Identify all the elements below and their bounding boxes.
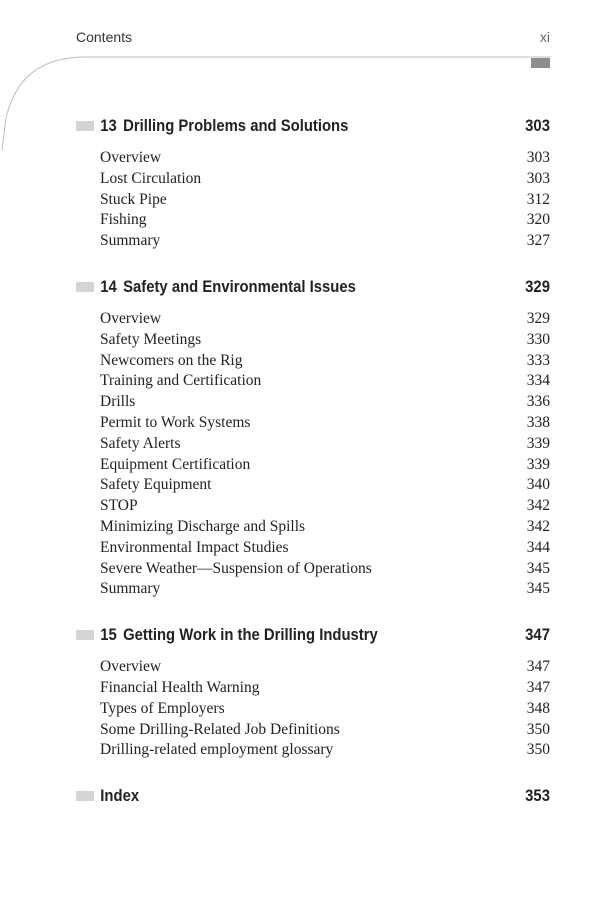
toc-entry-title: Safety Meetings: [100, 330, 202, 348]
toc-entry-title: Equipment Certification: [100, 455, 251, 473]
toc-entry-title: Some Drilling-Related Job Definitions: [100, 720, 340, 738]
running-header-page-number: xi: [539, 29, 550, 45]
toc-entry[interactable]: [76, 720, 550, 741]
toc-entry-title: Fishing: [100, 211, 147, 229]
toc-entry-page-number: 347: [526, 678, 550, 696]
toc-entry-page-number: 345: [526, 580, 550, 598]
chapter-page-number: 347: [525, 626, 550, 645]
chapter-entry-list: [76, 657, 550, 761]
toc-entry-title: Newcomers on the Rig: [100, 351, 243, 369]
chapter-page-number: 353: [525, 787, 550, 806]
toc-entry[interactable]: [76, 392, 550, 413]
chapter-title-text: Getting Work in the Drilling Industry: [123, 626, 378, 645]
toc-entry[interactable]: [76, 475, 550, 496]
toc-entry-title: Types of Employers: [100, 699, 225, 717]
toc-entry-page-number: 339: [526, 434, 550, 452]
toc-entry-page-number: 345: [526, 559, 550, 577]
toc-entry[interactable]: [76, 579, 550, 600]
toc-entry-title: Permit to Work Systems: [100, 413, 251, 431]
toc-entry-page-number: 340: [526, 476, 550, 494]
toc-entry-title: Safety Alerts: [100, 434, 181, 452]
chapter-title: [100, 114, 348, 138]
toc-entry[interactable]: [76, 657, 550, 678]
toc-entry[interactable]: [76, 371, 550, 392]
toc-entry[interactable]: [76, 413, 550, 434]
toc-entry-title: Drills: [100, 393, 136, 411]
running-header-title: Contents: [76, 29, 133, 45]
toc-entry-title: Minimizing Discharge and Spills: [100, 517, 306, 535]
toc-entry-title: Training and Certification: [100, 372, 262, 390]
toc-entry-title: Overview: [100, 309, 162, 327]
toc-entry-page-number: 329: [526, 309, 550, 327]
toc-entry-page-number: 344: [526, 538, 550, 556]
chapter-number: 13: [100, 117, 117, 135]
toc-entry-title: STOP: [100, 497, 138, 515]
chapter-page-number: 303: [525, 117, 550, 135]
toc-entry[interactable]: [76, 538, 550, 559]
chapter-title: [100, 275, 356, 299]
toc-entry-title: Overview: [100, 149, 162, 166]
toc-entry[interactable]: [76, 678, 550, 699]
toc-entry-page-number: 334: [526, 372, 550, 390]
toc-entry[interactable]: [76, 169, 550, 190]
toc-entry-title: Summary: [100, 232, 161, 250]
corner-tab-marker: [531, 58, 550, 68]
toc-entry-title: Environmental Impact Studies: [100, 538, 289, 556]
toc-entry-title: Severe Weather—Suspension of Operations: [100, 559, 372, 577]
chapter-heading-row[interactable]: [76, 114, 550, 138]
toc-entry-page-number: 336: [526, 393, 550, 411]
toc-entry-page-number: 320: [526, 211, 550, 229]
toc-entry-title: Safety Equipment: [100, 476, 212, 494]
chapter-number: 14: [100, 277, 117, 296]
toc-entry[interactable]: [76, 740, 550, 761]
chapter-heading-row[interactable]: [76, 623, 550, 647]
toc-entry-page-number: 312: [526, 190, 550, 208]
toc-entry-title: Summary: [100, 580, 161, 598]
toc-entry-title: Lost Circulation: [100, 169, 202, 187]
toc-entry-page-number: 350: [526, 741, 550, 759]
toc-entry-page-number: 333: [526, 351, 550, 369]
chapter-title-text: Index: [100, 787, 140, 806]
chapter-entry-list: [76, 148, 550, 252]
toc-entry-page-number: 342: [526, 497, 550, 515]
toc-entry-page-number: 348: [526, 699, 550, 717]
table-of-contents: [76, 114, 550, 831]
chapter-number: 15: [100, 626, 117, 645]
toc-entry[interactable]: [76, 330, 550, 351]
toc-entry[interactable]: [76, 434, 550, 455]
toc-entry-page-number: 327: [526, 232, 550, 250]
toc-entry-title: Stuck Pipe: [100, 190, 167, 208]
toc-entry-page-number: 339: [526, 455, 550, 473]
toc-entry[interactable]: [76, 351, 550, 372]
toc-chapter: [76, 114, 550, 252]
toc-entry[interactable]: [76, 455, 550, 476]
chapter-entry-list: [76, 309, 550, 600]
chapter-marker: [76, 282, 94, 292]
toc-entry-title: Overview: [100, 658, 162, 676]
toc-entry[interactable]: [76, 309, 550, 330]
chapter-title: [100, 784, 139, 808]
chapter-heading-row[interactable]: [76, 275, 550, 299]
chapter-marker: [76, 121, 94, 131]
chapter-marker: [76, 791, 94, 801]
chapter-title-text: Safety and Environmental Issues: [123, 277, 356, 296]
toc-entry-page-number: 350: [526, 720, 550, 738]
toc-chapter: [76, 623, 550, 761]
toc-entry-title: Drilling-related employment glossary: [100, 741, 334, 759]
toc-chapter: [76, 275, 550, 600]
toc-entry-title: Financial Health Warning: [100, 678, 260, 696]
toc-entry[interactable]: [76, 231, 550, 252]
chapter-title-text: Drilling Problems and Solutions: [123, 117, 349, 135]
toc-entry-page-number: 330: [526, 330, 550, 348]
chapter-marker: [76, 630, 94, 640]
toc-entry-page-number: 338: [526, 413, 550, 431]
toc-entry[interactable]: [76, 559, 550, 580]
toc-entry-page-number: 342: [526, 517, 550, 535]
toc-entry[interactable]: [76, 148, 550, 169]
toc-entry[interactable]: [76, 699, 550, 720]
toc-entry-page-number: 303: [526, 169, 550, 187]
toc-entry-page-number: 347: [526, 658, 550, 676]
toc-entry[interactable]: [76, 190, 550, 211]
toc-entry-page-number: 303: [526, 149, 550, 166]
chapter-title: [100, 623, 377, 647]
chapter-page-number: 329: [525, 277, 550, 296]
toc-chapter: [76, 784, 550, 808]
chapter-heading-row[interactable]: [76, 784, 550, 808]
toc-entry[interactable]: [76, 496, 550, 517]
toc-entry[interactable]: [76, 210, 550, 231]
toc-entry[interactable]: [76, 517, 550, 538]
